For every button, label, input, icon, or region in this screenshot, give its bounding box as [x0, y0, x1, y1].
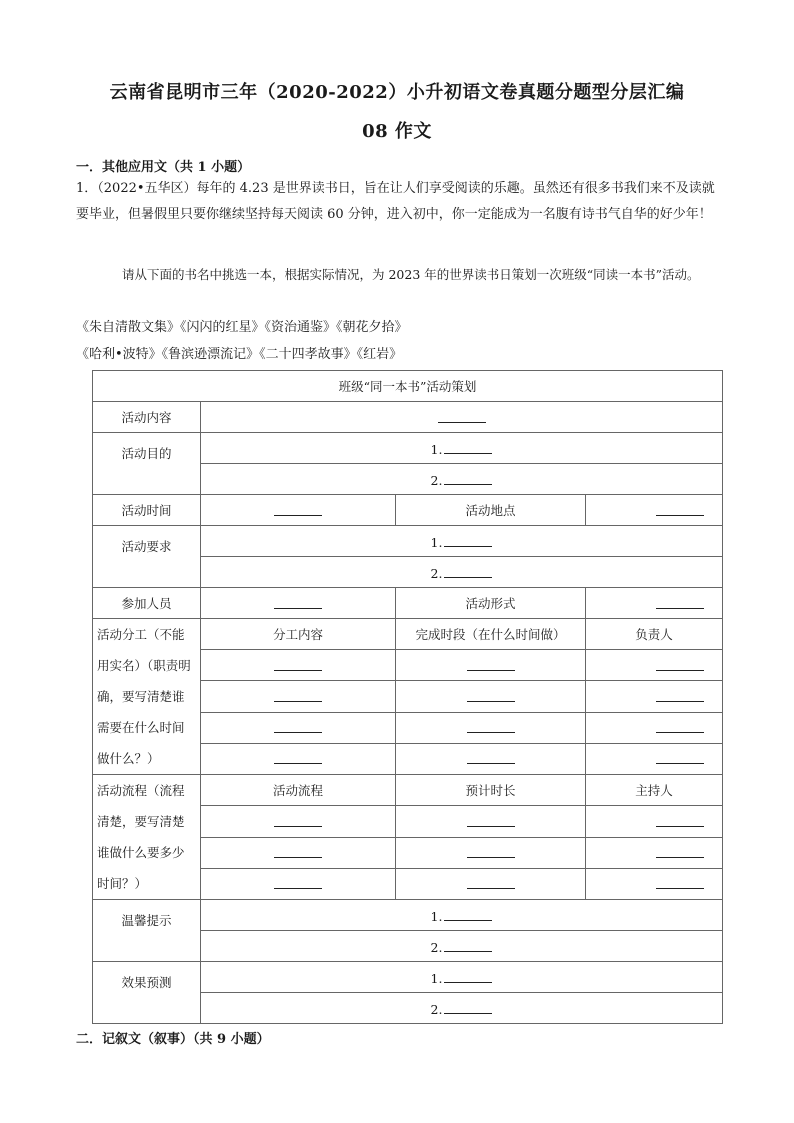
blank-line[interactable] — [274, 502, 322, 516]
item-number: 1. — [430, 441, 443, 457]
effect-label: 效果预测 — [93, 962, 201, 1024]
blank-line[interactable] — [656, 688, 704, 702]
process-header: 活动流程 — [201, 775, 396, 806]
process-label: 活动流程（流程清楚，要写清楚谁做什么要多少时间？） — [93, 775, 201, 900]
item-number: 2. — [430, 472, 443, 488]
table-caption: 班级“同一本书”活动策划 — [93, 371, 723, 402]
blank-line[interactable] — [274, 844, 322, 858]
people-cell[interactable] — [201, 588, 396, 619]
form-label: 活动形式 — [396, 588, 586, 619]
blank-line[interactable] — [274, 750, 322, 764]
blank-line[interactable] — [467, 688, 515, 702]
tips-cell-1[interactable] — [201, 900, 723, 931]
process-cell[interactable] — [396, 837, 586, 868]
process-cell[interactable] — [201, 868, 396, 899]
place-cell[interactable] — [586, 495, 723, 526]
blank-line[interactable] — [444, 969, 492, 983]
division-cell[interactable] — [396, 743, 586, 774]
process-header: 主持人 — [586, 775, 723, 806]
blank-line[interactable] — [656, 875, 704, 889]
blank-line[interactable] — [274, 813, 322, 827]
book-list-line-1: 《朱自清散文集》《闪闪的红星》《资治通鉴》《朝花夕拾》 — [76, 320, 408, 335]
item-number: 2. — [430, 565, 443, 581]
goal-label: 活动目的 — [93, 433, 201, 495]
blank-line[interactable] — [467, 844, 515, 858]
question-intro: 1．（2022•五华区）每年的 4.23 是世界读书日，旨在让人们享受阅读的乐趣。虽然还有很多书我们来不及读就要毕业，但暑假里只要你继续坚持每天阅读 60 分钟，进入初中，你一定能成为一名腹有诗书气自华的好少年！ — [76, 181, 715, 222]
blank-line[interactable] — [274, 657, 322, 671]
tips-cell-2[interactable] — [201, 931, 723, 962]
blank-line[interactable] — [467, 719, 515, 733]
division-cell[interactable] — [586, 681, 723, 712]
blank-line[interactable] — [444, 471, 492, 485]
time-label: 活动时间 — [93, 495, 201, 526]
blank-line[interactable] — [444, 440, 492, 454]
blank-line[interactable] — [444, 938, 492, 952]
people-label: 参加人员 — [93, 588, 201, 619]
process-cell[interactable] — [586, 837, 723, 868]
division-cell[interactable] — [201, 650, 396, 681]
division-cell[interactable] — [201, 712, 396, 743]
process-cell[interactable] — [396, 806, 586, 837]
blank-line[interactable] — [274, 688, 322, 702]
goal-cell-1[interactable] — [201, 433, 723, 464]
division-header: 负责人 — [586, 619, 723, 650]
division-cell[interactable] — [396, 712, 586, 743]
item-number: 1. — [430, 908, 443, 924]
blank-line[interactable] — [444, 1000, 492, 1014]
division-label: 活动分工（不能用实名）（职责明确，要写清楚谁需要在什么时间做什么？） — [93, 619, 201, 775]
blank-line[interactable] — [467, 750, 515, 764]
blank-line[interactable] — [444, 533, 492, 547]
doc-subtitle: 08 作文 — [362, 121, 432, 142]
division-header: 完成时段（在什么时间做） — [396, 619, 586, 650]
item-number: 1. — [430, 970, 443, 986]
section-heading-2: 二．记叙文（叙事）（共 9 小题） — [76, 1032, 270, 1047]
effect-cell-1[interactable] — [201, 962, 723, 993]
doc-title: 云南省昆明市三年（2020-2022）小升初语文卷真题分题型分层汇编 — [109, 82, 685, 103]
content-label: 活动内容 — [93, 402, 201, 433]
division-cell[interactable] — [586, 712, 723, 743]
blank-line[interactable] — [467, 875, 515, 889]
process-cell[interactable] — [586, 806, 723, 837]
goal-cell-2[interactable] — [201, 464, 723, 495]
blank-line[interactable] — [467, 813, 515, 827]
division-cell[interactable] — [201, 743, 396, 774]
book-list-line-2: 《哈利•波特》《鲁滨逊漂流记》《二十四孝故事》《红岩》 — [76, 347, 403, 362]
requirement-label: 活动要求 — [93, 526, 201, 588]
content-cell[interactable] — [201, 402, 723, 433]
division-cell[interactable] — [396, 681, 586, 712]
requirement-cell-2[interactable] — [201, 557, 723, 588]
blank-line[interactable] — [274, 875, 322, 889]
item-number: 1. — [430, 534, 443, 550]
tips-label: 温馨提示 — [93, 900, 201, 962]
blank-line[interactable] — [274, 595, 322, 609]
process-cell[interactable] — [396, 868, 586, 899]
blank-line[interactable] — [656, 657, 704, 671]
division-cell[interactable] — [586, 743, 723, 774]
process-cell[interactable] — [201, 806, 396, 837]
division-cell[interactable] — [586, 650, 723, 681]
question-task: 请从下面的书名中挑选一本，根据实际情况，为 2023 年的世界读书日策划一次班级“同读一本书”活动。 — [122, 267, 700, 282]
requirement-cell-1[interactable] — [201, 526, 723, 557]
item-number: 2. — [430, 939, 443, 955]
blank-line[interactable] — [656, 750, 704, 764]
place-label: 活动地点 — [396, 495, 586, 526]
time-cell[interactable] — [201, 495, 396, 526]
blank-line[interactable] — [656, 502, 704, 516]
blank-line[interactable] — [438, 409, 486, 423]
form-cell[interactable] — [586, 588, 723, 619]
blank-line[interactable] — [444, 907, 492, 921]
division-header: 分工内容 — [201, 619, 396, 650]
item-number: 2. — [430, 1001, 443, 1017]
blank-line[interactable] — [656, 844, 704, 858]
blank-line[interactable] — [656, 595, 704, 609]
process-cell[interactable] — [201, 837, 396, 868]
blank-line[interactable] — [274, 719, 322, 733]
effect-cell-2[interactable] — [201, 993, 723, 1024]
division-cell[interactable] — [396, 650, 586, 681]
process-cell[interactable] — [586, 868, 723, 899]
division-cell[interactable] — [201, 681, 396, 712]
blank-line[interactable] — [656, 813, 704, 827]
blank-line[interactable] — [656, 719, 704, 733]
activity-plan-table — [92, 370, 723, 1024]
blank-line[interactable] — [467, 657, 515, 671]
process-header: 预计时长 — [396, 775, 586, 806]
section-heading-1: 一．其他应用文（共 1 小题） — [76, 160, 251, 175]
blank-line[interactable] — [444, 564, 492, 578]
